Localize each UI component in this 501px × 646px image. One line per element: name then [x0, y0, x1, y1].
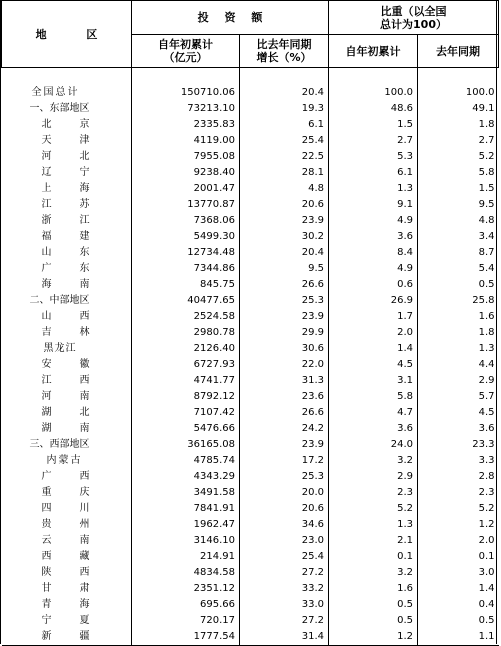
- region-cell: [2, 245, 132, 261]
- table-row: [2, 373, 499, 389]
- share-ytd-cell: 5.8: [329, 389, 418, 405]
- table-row: [2, 421, 499, 437]
- share-last-year-cell: 1.8: [418, 117, 499, 133]
- share-last-year-cell: 2.0: [418, 533, 499, 549]
- share-last-year-cell: 9.5: [418, 197, 499, 213]
- region-cell: [2, 133, 132, 149]
- region-cell: [2, 533, 132, 549]
- investment-cell: 12734.48: [132, 245, 240, 261]
- region-name: 辽宁: [41, 167, 90, 178]
- growth-cell: 30.2: [240, 229, 329, 245]
- share-last-year-cell: 49.1: [418, 101, 499, 117]
- region-cell: [2, 517, 132, 533]
- share-ytd-cell: 0.5: [329, 597, 418, 613]
- region-cell: [2, 181, 132, 197]
- investment-by-region-table: [1, 0, 499, 646]
- table-row: [2, 309, 499, 325]
- share-ytd-cell: 1.3: [329, 181, 418, 197]
- share-last-year-cell: 1.2: [418, 517, 499, 533]
- investment-cell: 7955.08: [132, 149, 240, 165]
- table-row: [2, 533, 499, 549]
- investment-group-header: 投 资 额: [132, 1, 329, 35]
- investment-cell: 36165.08: [132, 437, 240, 453]
- investment-cell: 4119.00: [132, 133, 240, 149]
- table-row: [2, 117, 499, 133]
- table-row: [2, 357, 499, 373]
- table-row: [2, 325, 499, 341]
- investment-cell: 150710.06: [132, 85, 240, 101]
- table-row: [2, 133, 499, 149]
- share-ytd-cell: 24.0: [329, 437, 418, 453]
- share-last-year-cell: 2.7: [418, 133, 499, 149]
- share-last-year-cell: 0.5: [418, 277, 499, 293]
- share-ytd-cell: 2.7: [329, 133, 418, 149]
- spacer-row: [2, 68, 499, 86]
- region-name: 重庆: [41, 487, 90, 498]
- growth-cell: 25.3: [240, 469, 329, 485]
- investment-cell: 845.75: [132, 277, 240, 293]
- region-name: 吉林: [41, 327, 90, 338]
- investment-cell: 5499.30: [132, 229, 240, 245]
- table-row: [2, 469, 499, 485]
- growth-cell: 30.6: [240, 341, 329, 357]
- table-row: [2, 437, 499, 453]
- region-name: 河南: [41, 391, 90, 402]
- share-ytd-cell: 0.5: [329, 613, 418, 629]
- table-row: [2, 293, 499, 309]
- region-name: 湖北: [41, 407, 90, 418]
- table-row: [2, 565, 499, 581]
- region-cell: [2, 85, 132, 101]
- growth-cell: 20.0: [240, 485, 329, 501]
- share-ytd-cell: 0.6: [329, 277, 418, 293]
- investment-cell: 1962.47: [132, 517, 240, 533]
- growth-cell: 23.0: [240, 533, 329, 549]
- investment-cell: 2351.12: [132, 581, 240, 597]
- investment-cell: 1777.54: [132, 629, 240, 646]
- region-name: 山东: [41, 247, 90, 258]
- investment-cell: 695.66: [132, 597, 240, 613]
- region-cell: [2, 405, 132, 421]
- growth-cell: 23.9: [240, 437, 329, 453]
- table-row: [2, 213, 499, 229]
- growth-cell: 28.1: [240, 165, 329, 181]
- share-last-year-cell: 4.8: [418, 213, 499, 229]
- region-name: 甘肃: [41, 583, 90, 594]
- region-name: 贵州: [41, 519, 90, 530]
- share-last-year-header: 去年同期: [418, 35, 499, 68]
- growth-cell: 20.4: [240, 245, 329, 261]
- investment-cell: 2335.83: [132, 117, 240, 133]
- investment-cell: 7368.06: [132, 213, 240, 229]
- region-cell: [2, 149, 132, 165]
- growth-header-line1: 比去年同期: [256, 38, 312, 51]
- share-ytd-cell: 4.9: [329, 261, 418, 277]
- table-row: [2, 389, 499, 405]
- growth-cell: 31.3: [240, 373, 329, 389]
- region-cell: [2, 213, 132, 229]
- region-name: 四川: [41, 503, 90, 514]
- share-last-year-cell: 25.8: [418, 293, 499, 309]
- share-last-year-cell: 1.1: [418, 629, 499, 646]
- region-name: 一、东部地区: [29, 103, 90, 114]
- table-row: [2, 613, 499, 629]
- table-row: [2, 517, 499, 533]
- share-ytd-cell: 4.9: [329, 213, 418, 229]
- growth-cell: 25.3: [240, 293, 329, 309]
- growth-cell: 25.4: [240, 133, 329, 149]
- region-cell: [2, 629, 132, 646]
- growth-cell: 22.0: [240, 357, 329, 373]
- region-cell: [2, 421, 132, 437]
- share-last-year-cell: 1.3: [418, 341, 499, 357]
- share-ytd-cell: 2.3: [329, 485, 418, 501]
- share-ytd-cell: 1.4: [329, 341, 418, 357]
- share-last-year-cell: 1.5: [418, 181, 499, 197]
- share-ytd-header: 自年初累计: [329, 35, 418, 68]
- investment-cell: 2126.40: [132, 341, 240, 357]
- region-cell: [2, 229, 132, 245]
- region-cell: [2, 261, 132, 277]
- share-ytd-cell: 3.2: [329, 453, 418, 469]
- share-ytd-cell: 0.1: [329, 549, 418, 565]
- region-name: 全国总计: [31, 87, 80, 98]
- table-body: [2, 68, 499, 646]
- region-cell: [2, 277, 132, 293]
- region-cell: [2, 341, 132, 357]
- share-last-year-cell: 4.5: [418, 405, 499, 421]
- growth-cell: 25.4: [240, 549, 329, 565]
- share-ytd-cell: 3.1: [329, 373, 418, 389]
- table-row: [2, 341, 499, 357]
- growth-cell: 29.9: [240, 325, 329, 341]
- investment-cell: 7841.91: [132, 501, 240, 517]
- share-last-year-cell: 0.5: [418, 613, 499, 629]
- growth-cell: 26.6: [240, 405, 329, 421]
- investment-cell: 3146.10: [132, 533, 240, 549]
- region-name: 西藏: [41, 551, 90, 562]
- region-name: 海南: [41, 279, 90, 290]
- share-last-year-cell: 5.2: [418, 501, 499, 517]
- growth-header: [240, 35, 329, 68]
- region-name: 二、中部地区: [29, 295, 90, 306]
- share-last-year-cell: 8.7: [418, 245, 499, 261]
- table-row: [2, 405, 499, 421]
- growth-cell: 20.4: [240, 85, 329, 101]
- share-last-year-cell: 1.6: [418, 309, 499, 325]
- region-cell: [2, 309, 132, 325]
- region-name: 北京: [41, 119, 90, 130]
- share-last-year-cell: 5.7: [418, 389, 499, 405]
- share-ytd-cell: 48.6: [329, 101, 418, 117]
- growth-cell: 23.6: [240, 389, 329, 405]
- region-name: 新疆: [41, 631, 90, 642]
- share-last-year-cell: 0.4: [418, 597, 499, 613]
- growth-cell: 20.6: [240, 197, 329, 213]
- growth-header-line2: 增长（%）: [256, 51, 312, 64]
- investment-unit-label: （亿元）: [163, 51, 208, 64]
- share-ytd-cell: 1.2: [329, 629, 418, 646]
- investment-cell: 4834.58: [132, 565, 240, 581]
- region-name: 山西: [41, 311, 90, 322]
- growth-cell: 26.6: [240, 277, 329, 293]
- share-ytd-cell: 5.3: [329, 149, 418, 165]
- share-group-header: [329, 1, 499, 35]
- share-header-line1: 比重（以全国: [380, 4, 447, 18]
- share-last-year-cell: 100.0: [418, 85, 499, 101]
- region-name: 安徽: [41, 359, 90, 370]
- region-cell: [2, 293, 132, 309]
- share-ytd-cell: 100.0: [329, 85, 418, 101]
- table-row: [2, 629, 499, 646]
- share-ytd-cell: 4.7: [329, 405, 418, 421]
- share-ytd-cell: 6.1: [329, 165, 418, 181]
- table-row: [2, 277, 499, 293]
- table-row: [2, 149, 499, 165]
- share-last-year-cell: 3.4: [418, 229, 499, 245]
- investment-cell: 40477.65: [132, 293, 240, 309]
- region-name: 江西: [41, 375, 90, 386]
- investment-cell: 13770.87: [132, 197, 240, 213]
- region-cell: [2, 437, 132, 453]
- region-cell: [2, 549, 132, 565]
- region-cell: [2, 613, 132, 629]
- investment-cell: 4741.77: [132, 373, 240, 389]
- share-ytd-cell: 3.2: [329, 565, 418, 581]
- share-last-year-cell: 4.4: [418, 357, 499, 373]
- region-cell: [2, 373, 132, 389]
- share-ytd-cell: 1.7: [329, 309, 418, 325]
- table-row: [2, 549, 499, 565]
- share-ytd-cell: 1.6: [329, 581, 418, 597]
- table-row: [2, 245, 499, 261]
- investment-cell: 8792.12: [132, 389, 240, 405]
- share-ytd-cell: 1.3: [329, 517, 418, 533]
- table-row: [2, 453, 499, 469]
- region-name: 天津: [41, 135, 90, 146]
- region-name: 福建: [41, 231, 90, 242]
- share-last-year-cell: 2.9: [418, 373, 499, 389]
- share-last-year-cell: 1.8: [418, 325, 499, 341]
- region-name: 黑龙江: [43, 343, 77, 354]
- investment-ytd-label: 自年初累计: [158, 38, 213, 51]
- region-cell: [2, 597, 132, 613]
- region-cell: [2, 197, 132, 213]
- growth-cell: 19.3: [240, 101, 329, 117]
- share-last-year-cell: 2.8: [418, 469, 499, 485]
- investment-cell: 3491.58: [132, 485, 240, 501]
- share-ytd-cell: 3.6: [329, 229, 418, 245]
- table-row: [2, 501, 499, 517]
- region-cell: [2, 565, 132, 581]
- investment-cell: 7107.42: [132, 405, 240, 421]
- share-ytd-cell: 26.9: [329, 293, 418, 309]
- table-row: [2, 261, 499, 277]
- share-ytd-cell: 3.6: [329, 421, 418, 437]
- growth-cell: 22.5: [240, 149, 329, 165]
- table-row: [2, 85, 499, 101]
- investment-cell: 214.91: [132, 549, 240, 565]
- table-row: [2, 229, 499, 245]
- share-ytd-cell: 1.5: [329, 117, 418, 133]
- share-last-year-cell: 5.2: [418, 149, 499, 165]
- growth-cell: 23.9: [240, 213, 329, 229]
- growth-cell: 27.2: [240, 565, 329, 581]
- growth-cell: 33.0: [240, 597, 329, 613]
- share-last-year-cell: 2.3: [418, 485, 499, 501]
- region-cell: [2, 117, 132, 133]
- region-name: 三、西部地区: [29, 439, 90, 450]
- growth-cell: 9.5: [240, 261, 329, 277]
- share-last-year-cell: 1.4: [418, 581, 499, 597]
- region-name: 江苏: [41, 199, 90, 210]
- region-cell: [2, 453, 132, 469]
- investment-cell: 4343.29: [132, 469, 240, 485]
- growth-cell: 17.2: [240, 453, 329, 469]
- region-cell: [2, 389, 132, 405]
- region-name: 云南: [41, 535, 90, 546]
- table-row: [2, 197, 499, 213]
- share-ytd-cell: 2.9: [329, 469, 418, 485]
- share-ytd-cell: 9.1: [329, 197, 418, 213]
- region-column-header: 地 区: [2, 1, 132, 68]
- region-cell: [2, 581, 132, 597]
- region-cell: [2, 501, 132, 517]
- growth-cell: 34.6: [240, 517, 329, 533]
- share-header-line2: 总计为100）: [380, 17, 447, 31]
- region-name: 广西: [41, 471, 90, 482]
- growth-cell: 4.8: [240, 181, 329, 197]
- share-last-year-cell: 3.6: [418, 421, 499, 437]
- table-header: [2, 1, 499, 68]
- region-name: 河北: [41, 151, 90, 162]
- growth-cell: 23.9: [240, 309, 329, 325]
- region-cell: [2, 357, 132, 373]
- share-ytd-cell: 4.5: [329, 357, 418, 373]
- share-ytd-cell: 5.2: [329, 501, 418, 517]
- growth-cell: 20.6: [240, 501, 329, 517]
- region-cell: [2, 469, 132, 485]
- growth-cell: 33.2: [240, 581, 329, 597]
- investment-cell: 6727.93: [132, 357, 240, 373]
- growth-cell: 27.2: [240, 613, 329, 629]
- share-last-year-cell: 23.3: [418, 437, 499, 453]
- investment-cell: 9238.40: [132, 165, 240, 181]
- region-name: 陕西: [41, 567, 90, 578]
- investment-cell: 4785.74: [132, 453, 240, 469]
- share-ytd-cell: 2.1: [329, 533, 418, 549]
- region-name: 青海: [41, 599, 90, 610]
- growth-cell: 24.2: [240, 421, 329, 437]
- region-name: 内蒙古: [46, 455, 83, 466]
- share-ytd-cell: 8.4: [329, 245, 418, 261]
- region-name: 湖南: [41, 423, 90, 434]
- share-last-year-cell: 5.4: [418, 261, 499, 277]
- region-cell: [2, 485, 132, 501]
- table-row: [2, 181, 499, 197]
- investment-cell: 5476.66: [132, 421, 240, 437]
- share-last-year-cell: 3.0: [418, 565, 499, 581]
- table-row: [2, 581, 499, 597]
- share-last-year-cell: 5.8: [418, 165, 499, 181]
- region-cell: [2, 165, 132, 181]
- table-row: [2, 165, 499, 181]
- region-name: 广东: [41, 263, 90, 274]
- investment-cell: 7344.86: [132, 261, 240, 277]
- table-row: [2, 485, 499, 501]
- investment-cell: 2980.78: [132, 325, 240, 341]
- table-row: [2, 597, 499, 613]
- investment-cell: 73213.10: [132, 101, 240, 117]
- region-name: 上海: [41, 183, 90, 194]
- growth-cell: 31.4: [240, 629, 329, 646]
- share-ytd-cell: 2.0: [329, 325, 418, 341]
- region-name: 宁夏: [41, 615, 90, 626]
- region-name: 浙江: [41, 215, 90, 226]
- share-last-year-cell: 0.1: [418, 549, 499, 565]
- growth-cell: 6.1: [240, 117, 329, 133]
- investment-ytd-header: [132, 35, 240, 68]
- region-cell: [2, 101, 132, 117]
- investment-cell: 2001.47: [132, 181, 240, 197]
- region-cell: [2, 325, 132, 341]
- share-last-year-cell: 3.3: [418, 453, 499, 469]
- table-row: [2, 101, 499, 117]
- investment-cell: 720.17: [132, 613, 240, 629]
- investment-cell: 2524.58: [132, 309, 240, 325]
